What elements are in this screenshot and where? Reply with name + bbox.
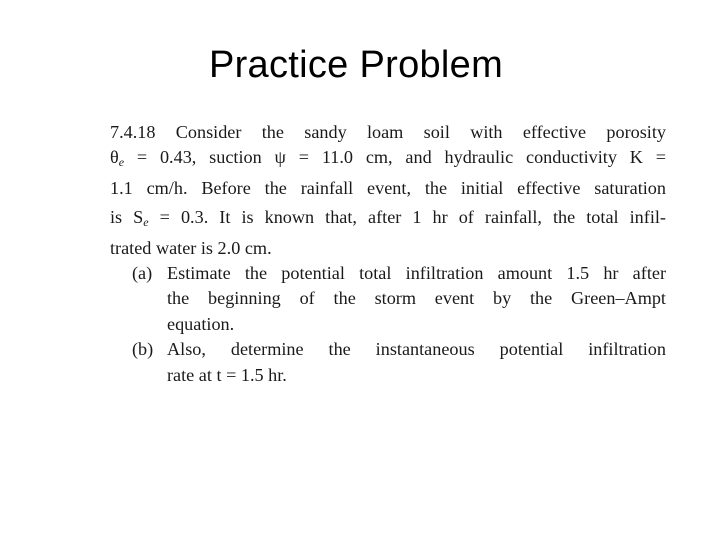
problem-line-1 (110, 120, 666, 145)
slide-title-text: Practice Problem (208, 44, 504, 86)
part-a-line-3: equation. (167, 313, 235, 334)
part-b (110, 337, 666, 388)
part-b-label: (b) (132, 339, 154, 360)
problem-text-4a: is S (110, 207, 144, 228)
saturation-subscript: e (143, 215, 149, 230)
problem-text-1: Consider the sandy loam soil with effective porosity (175, 122, 666, 142)
part-b-line-2: rate at t = 1.5 hr. (167, 364, 287, 385)
part-a-label: (a) (132, 263, 153, 284)
part-b-line-1: Also, determine the instantaneous potential infiltration (167, 339, 666, 360)
problem-statement (110, 120, 666, 388)
part-a-line-2: the beginning of the storm event by the Green–Ampt (167, 288, 666, 309)
problem-text-2: = 0.43, suction ψ = 11.0 cm, and hydraulic conductivity K = (124, 147, 666, 168)
problem-line-4 (110, 205, 666, 235)
problem-text-4b: = 0.3. It is known that, after 1 hr of rainfall, the total infil- (148, 207, 666, 228)
problem-line-5: trated water is 2.0 cm. (110, 237, 272, 258)
problem-line-3: 1.1 cm/h. Before the rainfall event, the initial effective saturation (110, 177, 666, 198)
part-a-line-1: Estimate the potential total infiltration amount 1.5 hr after (167, 263, 666, 284)
slide-title (0, 44, 720, 87)
problem-line-2 (110, 145, 666, 175)
theta-subscript: e (118, 155, 125, 170)
part-a (110, 261, 666, 337)
theta-symbol: θ (110, 147, 119, 168)
problem-number: 7.4.18 (110, 122, 156, 142)
